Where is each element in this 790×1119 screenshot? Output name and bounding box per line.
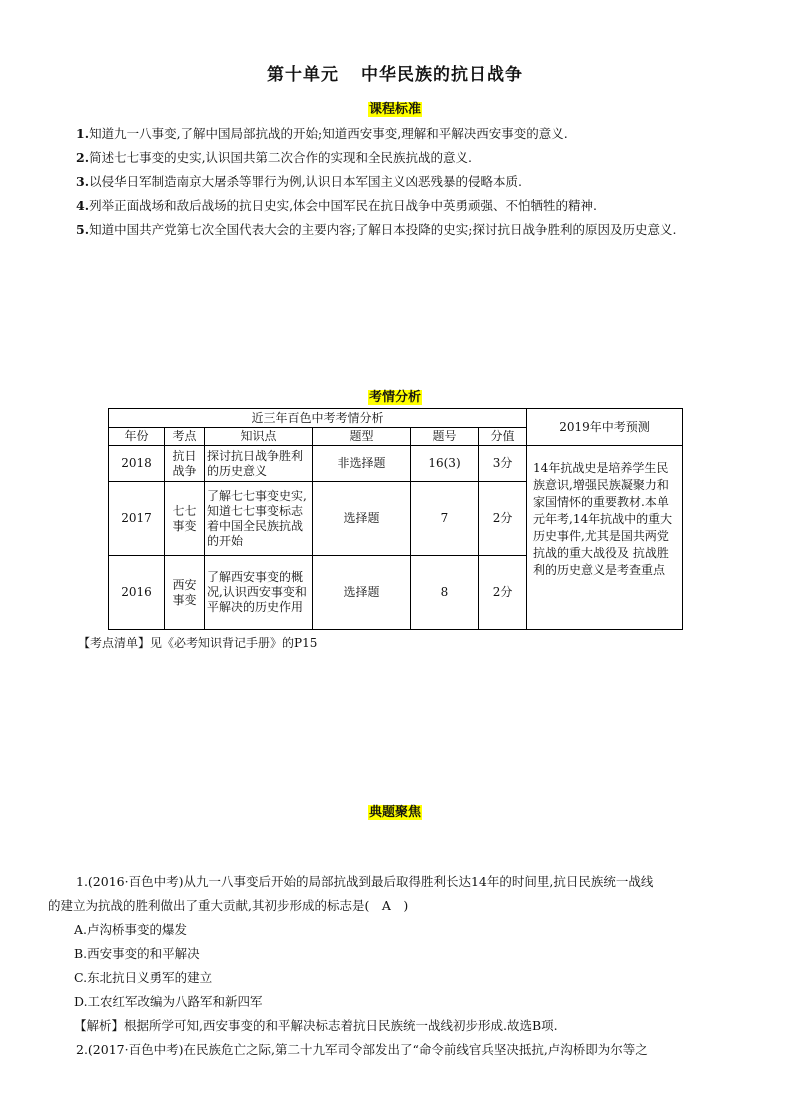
question-stem-continued: 的建立为抗战的胜利做出了重大贡献,其初步形成的标志是( A ) bbox=[48, 898, 409, 913]
year-cell: 2018 bbox=[109, 446, 165, 482]
checklist-reference: 【考点清单】见《必考知识背记手册》的P15 bbox=[78, 636, 318, 650]
question-1 bbox=[48, 870, 748, 1062]
curriculum-item bbox=[48, 122, 748, 146]
analysis: 【解析】根据所学可知,西安事变的和平解决标志着抗日民族统一战线初步形成.故选B项. bbox=[74, 1018, 558, 1033]
curriculum-item bbox=[48, 170, 748, 194]
column-header: 分值 bbox=[479, 428, 527, 446]
column-header: 题型 bbox=[313, 428, 411, 446]
score-cell: 3分 bbox=[479, 446, 527, 482]
table-title-row bbox=[109, 409, 683, 428]
type-cell: 非选择题 bbox=[313, 446, 411, 482]
option-a: A.卢沟桥事变的爆发 bbox=[74, 922, 188, 937]
item-text: 知道九一八事变,了解中国局部抗战的开始;知道西安事变,理解和平解决西安事变的意义. bbox=[89, 126, 568, 141]
typical-label: 典题聚焦 bbox=[368, 805, 421, 820]
item-number: 1. bbox=[76, 126, 90, 141]
topic-cell: 抗日战争 bbox=[165, 446, 205, 482]
exam-analysis-label: 考情分析 bbox=[368, 390, 421, 405]
option-c: C.东北抗日义勇军的建立 bbox=[74, 970, 213, 985]
curriculum-heading bbox=[0, 98, 790, 117]
exam-analysis-heading bbox=[0, 386, 790, 405]
year-cell: 2017 bbox=[109, 482, 165, 556]
column-header: 知识点 bbox=[205, 428, 313, 446]
item-number: 5. bbox=[76, 222, 90, 237]
type-cell: 选择题 bbox=[313, 482, 411, 556]
column-header: 考点 bbox=[165, 428, 205, 446]
item-number: 2. bbox=[76, 150, 90, 165]
curriculum-item bbox=[48, 194, 748, 218]
question-2-stem: 2.(2017·百色中考)在民族危亡之际,第二十九军司令部发出了“命令前线官兵坚决抵抗,卢沟桥即为尔等之 bbox=[76, 1042, 648, 1057]
number-cell: 7 bbox=[411, 482, 479, 556]
option-b: B.西安事变的和平解决 bbox=[74, 946, 200, 961]
year-cell: 2016 bbox=[109, 556, 165, 630]
knowledge-cell: 探讨抗日战争胜利的历史意义 bbox=[205, 446, 313, 482]
knowledge-cell: 了解七七事变史实,知道七七事变标志着中国全民族抗战的开始 bbox=[205, 482, 313, 556]
knowledge-cell: 了解西安事变的概况,认识西安事变和平解决的历史作用 bbox=[205, 556, 313, 630]
item-text: 知道中国共产党第七次全国代表大会的主要内容;了解日本投降的史实;探讨抗日战争胜利的原因及历史意义. bbox=[89, 222, 677, 237]
topic-cell: 七七事变 bbox=[165, 482, 205, 556]
question-stem: 1.(2016·百色中考)从九一八事变后开始的局部抗战到最后取得胜利长达14年的时间里,抗日民族统一战线 bbox=[76, 874, 654, 889]
prediction-text: 14年抗战史是培养学生民族意识,增强民族凝聚力和家国情怀的重要教材.本单元年考,14年抗战中的重大历史事件,尤其是国共两党抗战的重大战役及 抗战胜利的历史意义是考查重点 bbox=[527, 446, 683, 630]
curriculum-list bbox=[48, 122, 748, 242]
curriculum-item bbox=[48, 146, 748, 170]
item-text: 以侵华日军制造南京大屠杀等罪行为例,认识日本军国主义凶恶残暴的侵略本质. bbox=[89, 174, 523, 189]
column-header: 题号 bbox=[411, 428, 479, 446]
item-number: 3. bbox=[76, 174, 90, 189]
column-header: 年份 bbox=[109, 428, 165, 446]
prediction-header: 2019年中考预测 bbox=[527, 409, 683, 446]
curriculum-label: 课程标准 bbox=[368, 102, 421, 117]
item-number: 4. bbox=[76, 198, 90, 213]
number-cell: 16(3) bbox=[411, 446, 479, 482]
score-cell: 2分 bbox=[479, 556, 527, 630]
item-text: 列举正面战场和敌后战场的抗日史实,体会中国军民在抗日战争中英勇顽强、不怕牺牲的精神. bbox=[89, 198, 598, 213]
typical-heading bbox=[0, 801, 790, 820]
curriculum-item bbox=[48, 218, 748, 242]
table-header: 近三年百色中考考情分析 bbox=[109, 409, 527, 428]
unit-title bbox=[0, 60, 790, 85]
option-d: D.工农红军改编为八路军和新四军 bbox=[74, 994, 263, 1009]
table-row bbox=[109, 446, 683, 482]
type-cell: 选择题 bbox=[313, 556, 411, 630]
number-cell: 8 bbox=[411, 556, 479, 630]
topic-cell: 西安事变 bbox=[165, 556, 205, 630]
score-cell: 2分 bbox=[479, 482, 527, 556]
unit-name: 中华民族的抗日战争 bbox=[361, 65, 523, 85]
item-text: 简述七七事变的史实,认识国共第二次合作的实现和全民族抗战的意义. bbox=[89, 150, 473, 165]
unit-number: 第十单元 bbox=[267, 65, 339, 85]
exam-analysis-table bbox=[108, 408, 683, 630]
